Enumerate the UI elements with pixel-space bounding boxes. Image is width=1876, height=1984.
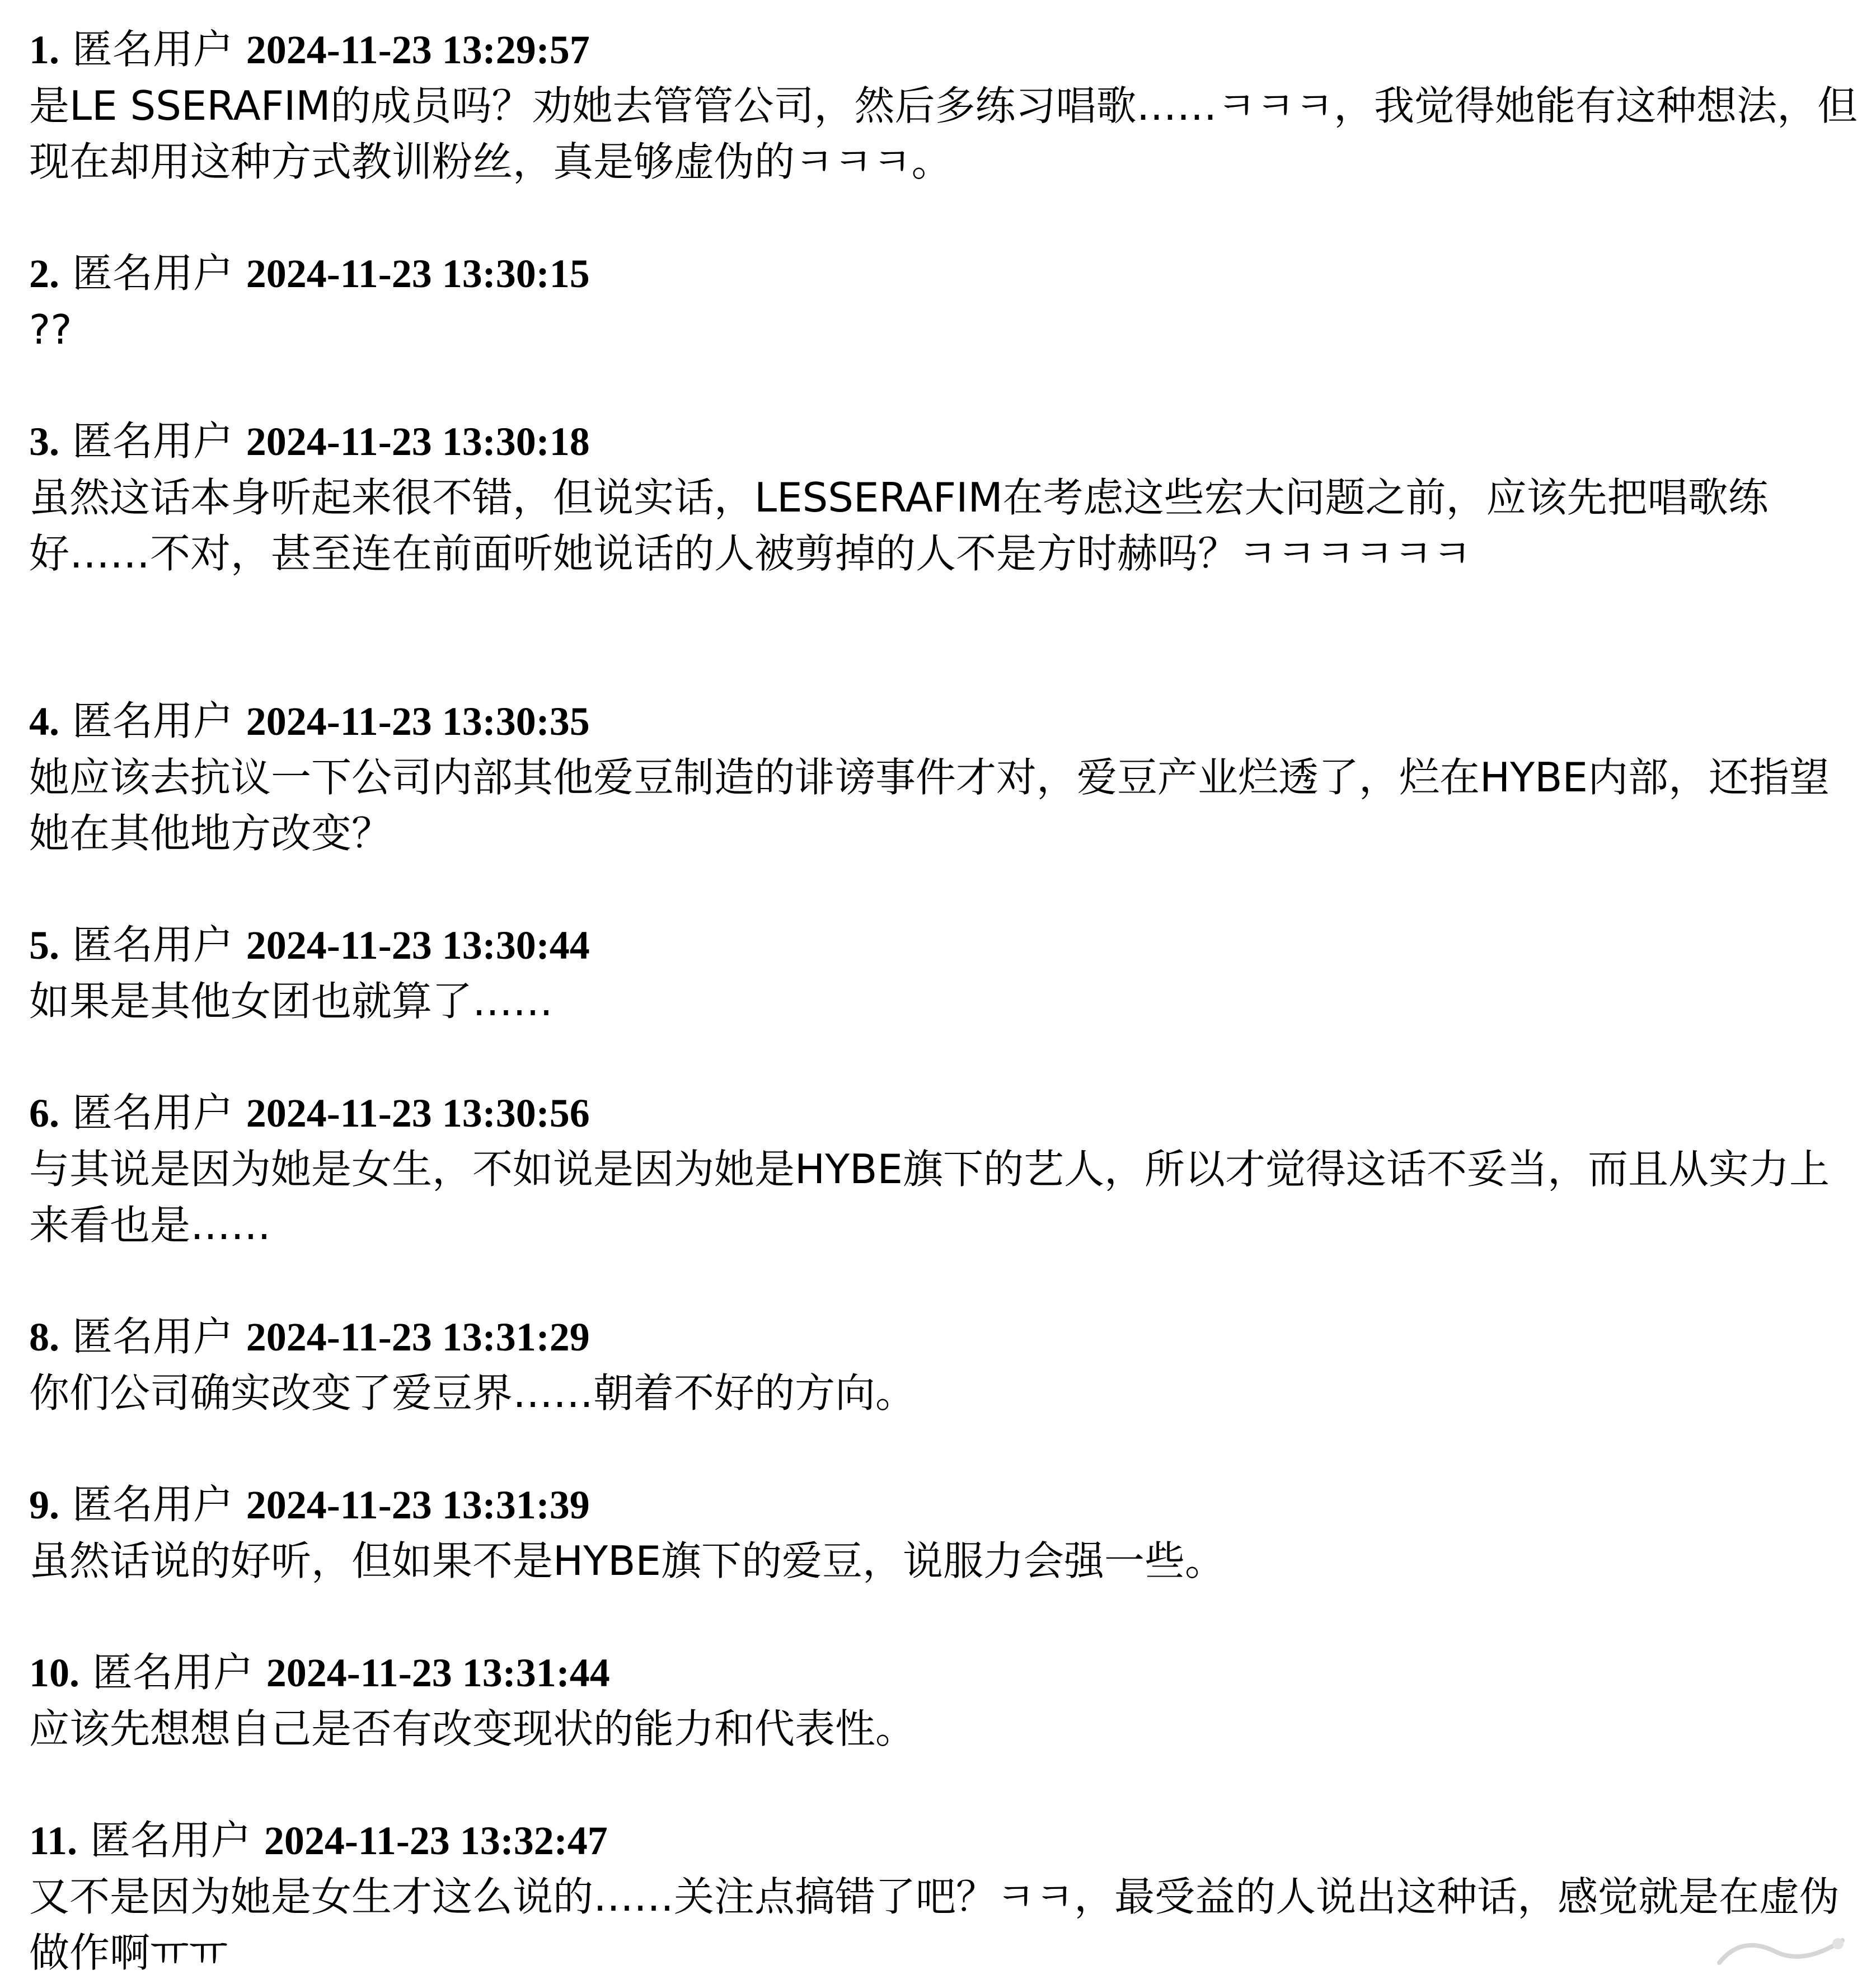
comment-header — [29, 245, 1859, 302]
watermark-logo — [1708, 1929, 1854, 1974]
comment-number: 11. — [29, 1818, 78, 1863]
comment-item — [29, 1308, 1859, 1476]
comment-timestamp: 2024-11-23 13:30:15 — [246, 251, 590, 296]
comment-header — [29, 1308, 1859, 1365]
comment-text: 是LE SSERAFIM的成员吗？劝她去管管公司，然后多练习唱歌……ㅋㅋㅋ，我觉得她能有这种想法，但现在却用这种方式教训粉丝，真是够虚伪的ㅋㅋㅋ。 — [29, 82, 1858, 185]
comment-timestamp: 2024-11-23 13:31:39 — [246, 1483, 590, 1527]
comment-text: 如果是其他女团也就算了…… — [29, 978, 554, 1025]
comment-timestamp: 2024-11-23 13:31:44 — [266, 1650, 610, 1695]
comment-username: 匿名用户 — [90, 1817, 251, 1864]
comment-number: 6. — [29, 1091, 59, 1136]
comment-item — [29, 693, 1859, 917]
comment-header — [29, 413, 1859, 470]
comment-header — [29, 1644, 1859, 1701]
comment-number: 10. — [29, 1650, 79, 1695]
comment-username: 匿名用户 — [72, 1313, 233, 1360]
comment-username: 匿名用户 — [72, 921, 233, 968]
comment-username: 匿名用户 — [92, 1649, 254, 1696]
comment-header — [29, 1085, 1859, 1141]
comment-header — [29, 21, 1859, 78]
comment-text: 虽然话说的好听，但如果不是HYBE旗下的爱豆，说服力会强一些。 — [29, 1537, 1226, 1584]
comment-username: 匿名用户 — [72, 1089, 233, 1136]
comment-number: 4. — [29, 699, 59, 744]
comment-text: 与其说是因为她是女生，不如说是因为她是HYBE旗下的艺人，所以才觉得这话不妥当，而且从实力上来看也是…… — [29, 1146, 1830, 1249]
comment-number: 8. — [29, 1315, 59, 1359]
comment-timestamp: 2024-11-23 13:29:57 — [246, 27, 590, 72]
comment-timestamp: 2024-11-23 13:30:35 — [246, 699, 590, 744]
comment-header — [29, 1812, 1859, 1869]
comment-timestamp: 2024-11-23 13:32:47 — [264, 1818, 608, 1863]
comment-text: ?? — [29, 306, 72, 353]
comment-header — [29, 693, 1859, 749]
comment-timestamp: 2024-11-23 13:30:56 — [246, 1091, 590, 1136]
comment-item — [29, 1085, 1859, 1308]
comment-header — [29, 917, 1859, 973]
comment-number: 2. — [29, 251, 59, 296]
comment-text: 虽然这话本身听起来很不错，但说实话，LESSERAFIM在考虑这些宏大问题之前，应该先把唱歌练好……不对，甚至连在前面听她说话的人被剪掉的人不是方时赫吗？ㅋㅋㅋㅋㅋㅋ — [29, 474, 1769, 577]
comment-item — [29, 245, 1859, 413]
comment-text: 你们公司确实改变了爱豆界……朝着不好的方向。 — [29, 1369, 916, 1417]
comment-username: 匿名用户 — [72, 418, 233, 465]
comment-number: 5. — [29, 923, 59, 968]
comment-header — [29, 1476, 1859, 1533]
comment-item — [29, 413, 1859, 693]
comment-username: 匿名用户 — [72, 26, 233, 73]
comment-list — [29, 21, 1859, 1980]
comment-number: 1. — [29, 27, 59, 72]
comment-text: 又不是因为她是女生才这么说的……关注点搞错了吧？ㅋㅋ，最受益的人说出这种话，感觉就是在虚伪做作啊ㅠㅠ — [29, 1873, 1840, 1976]
comment-text: 她应该去抗议一下公司内部其他爱豆制造的诽谤事件才对，爱豆产业烂透了，烂在HYBE内部，还指望她在其他地方改变？ — [29, 754, 1830, 857]
comment-item — [29, 1812, 1859, 1980]
comment-item — [29, 1644, 1859, 1812]
comment-timestamp: 2024-11-23 13:31:29 — [246, 1315, 590, 1359]
comment-number: 3. — [29, 419, 59, 464]
comment-item — [29, 1476, 1859, 1644]
comment-timestamp: 2024-11-23 13:30:18 — [246, 419, 590, 464]
comment-timestamp: 2024-11-23 13:30:44 — [246, 923, 590, 968]
comment-number: 9. — [29, 1483, 59, 1527]
comment-item — [29, 21, 1859, 245]
comment-username: 匿名用户 — [72, 697, 233, 744]
comment-username: 匿名用户 — [72, 250, 233, 297]
comment-username: 匿名用户 — [72, 1481, 233, 1528]
comment-text: 应该先想想自己是否有改变现状的能力和代表性。 — [29, 1705, 916, 1752]
comment-item — [29, 917, 1859, 1085]
